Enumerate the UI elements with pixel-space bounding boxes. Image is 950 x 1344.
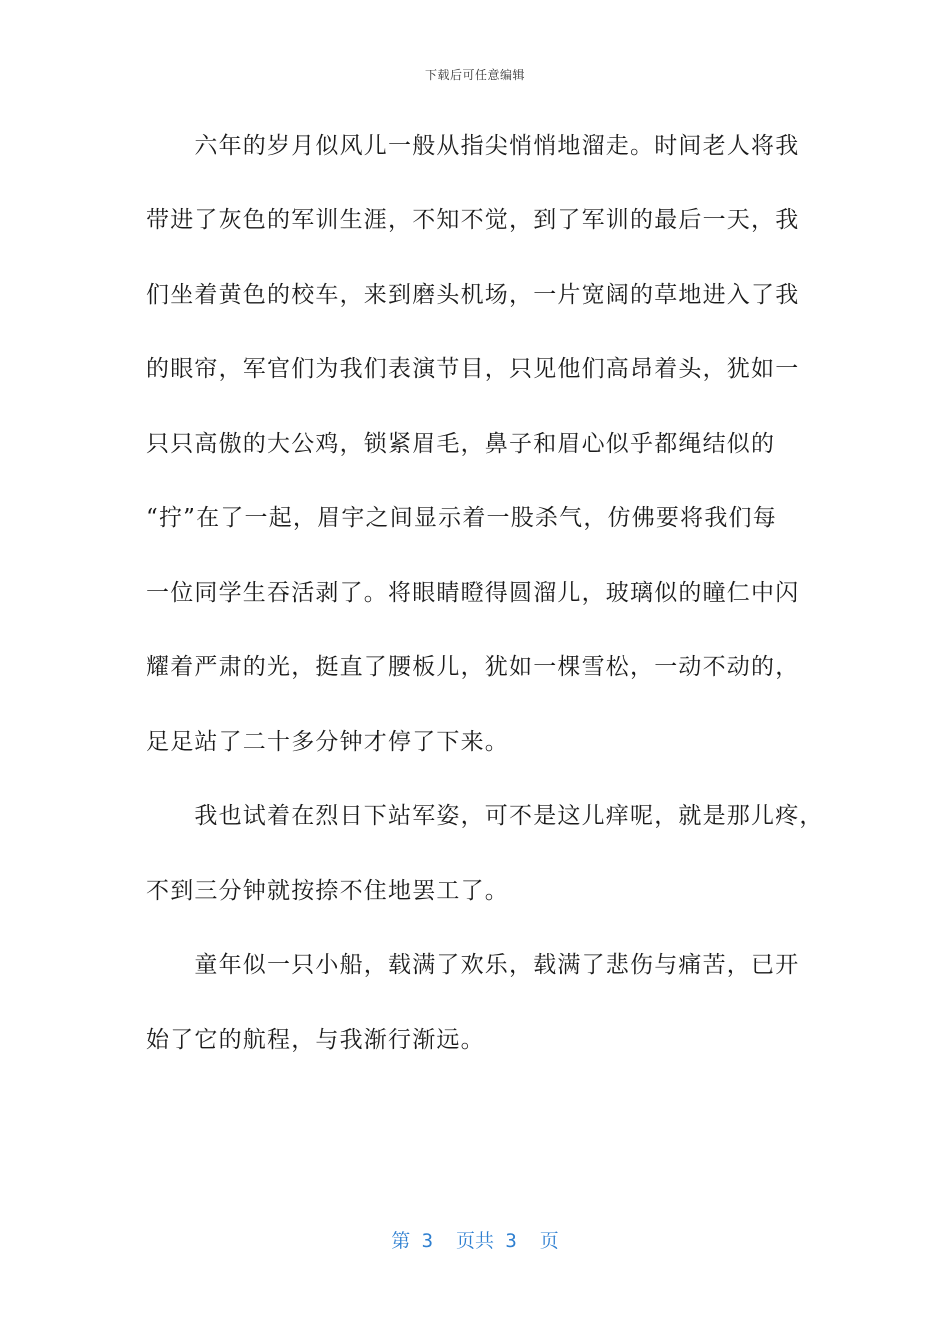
text-line: 足足站了二十多分钟才停了下来。 [146, 729, 509, 755]
text-line: 六年的岁月似风儿一般从指尖悄悄地溜走。时间老人将我 [146, 133, 800, 159]
text-line: 一位同学生吞活剥了。将眼睛瞪得圆溜儿，玻璃似的瞳仁中闪 [146, 580, 800, 606]
text-line: 们坐着黄色的校车，来到磨头机场，一片宽阔的草地进入了我 [146, 282, 800, 308]
page-number-footer: 第 3 页共 3 页 [391, 1230, 559, 1252]
text-line: 我也试着在烈日下站军姿，可不是这儿痒呢，就是那儿疼， [146, 803, 824, 829]
header-note: 下载后可任意编辑 [424, 68, 525, 82]
text-line: 带进了灰色的军训生涯，不知不觉，到了军训的最后一天，我 [146, 207, 800, 233]
text-line: 耀着严肃的光，挺直了腰板儿，犹如一棵雪松，一动不动的， [146, 654, 800, 680]
text-line: 童年似一只小船，载满了欢乐，载满了悲伤与痛苦，已开 [146, 952, 800, 978]
text-line: 的眼帘，军官们为我们表演节目，只见他们高昂着头，犹如一 [146, 356, 800, 382]
text-line: 始了它的航程，与我渐行渐远。 [146, 1027, 485, 1053]
text-line: 只只高傲的大公鸡，锁紧眉毛，鼻子和眉心似乎都绳结似的 [146, 431, 776, 457]
text-line: “拧”在了一起，眉宇之间显示着一股杀气，仿佛要将我们每 [146, 505, 777, 531]
text-line: 不到三分钟就按捺不住地罢工了。 [146, 878, 509, 904]
